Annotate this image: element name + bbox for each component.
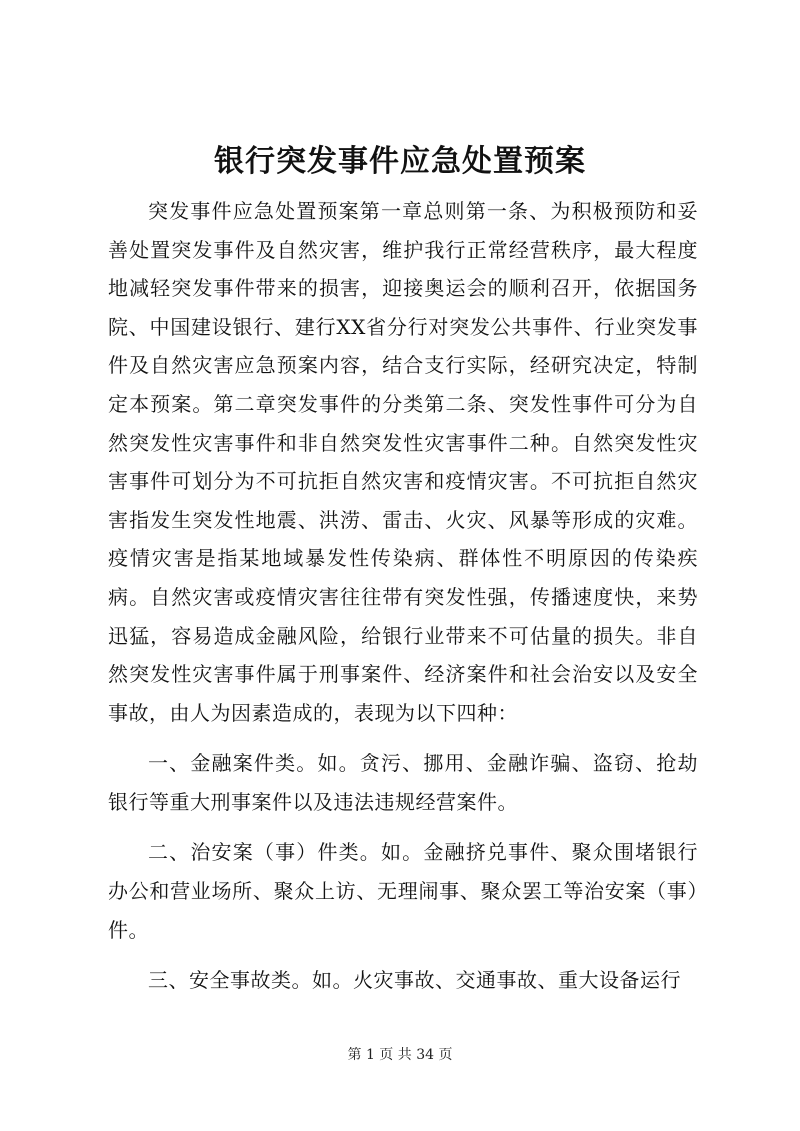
document-body <box>108 192 698 1011</box>
paragraph-public-security-cases: 二、治安案（事）件类。如。金融挤兑事件、聚众围堵银行办公和营业场所、聚众上访、无理闹事、聚众罢工等治安案（事）件。 <box>108 840 698 943</box>
document-title: 银行突发事件应急处置预案 <box>214 144 586 179</box>
page-number: 第 1 页 共 34 页 <box>347 1047 453 1063</box>
paragraph-safety-accidents: 三、安全事故类。如。火灾事故、交通事故、重大设备运行 <box>148 968 681 993</box>
paragraph-intro: 突发事件应急处置预案第一章总则第一条、为积极预防和妥善处置突发事件及自然灾害，维护我行正常经营秩序，最大程度地减轻突发事件带来的损害，迎接奥运会的顺利召开，依据国务院、中国建设银行、建行XX省分行对突发公共事件、行业突发事件及自然灾害应急预案内容，结合支行实际，经研究决定，特制定本预案。第二章突发事件的分类第二条、突发性事件可分为自然突发性灾害事件和非自然突发性灾害事件二种。自然突发性灾害事件可划分为不可抗拒自然灾害和疫情灾害。不可抗拒自然灾害指发生突发性地震、洪涝、雷击、火灾、风暴等形成的灾难。疫情灾害是指某地域暴发性传染病、群体性不明原因的传染疾病。自然灾害或疫情灾害往往带有突发性强，传播速度快，来势迅猛，容易造成金融风险，给银行业带来不可估量的损失。非自然突发性灾害事件属于刑事案件、经济案件和社会治安以及安全事故，由人为因素造成的，表现为以下四种： <box>108 199 698 725</box>
paragraph-financial-cases: 一、金融案件类。如。贪污、挪用、金融诈骗、盗窃、抢劫银行等重大刑事案件以及违法违规经营案件。 <box>108 751 698 815</box>
